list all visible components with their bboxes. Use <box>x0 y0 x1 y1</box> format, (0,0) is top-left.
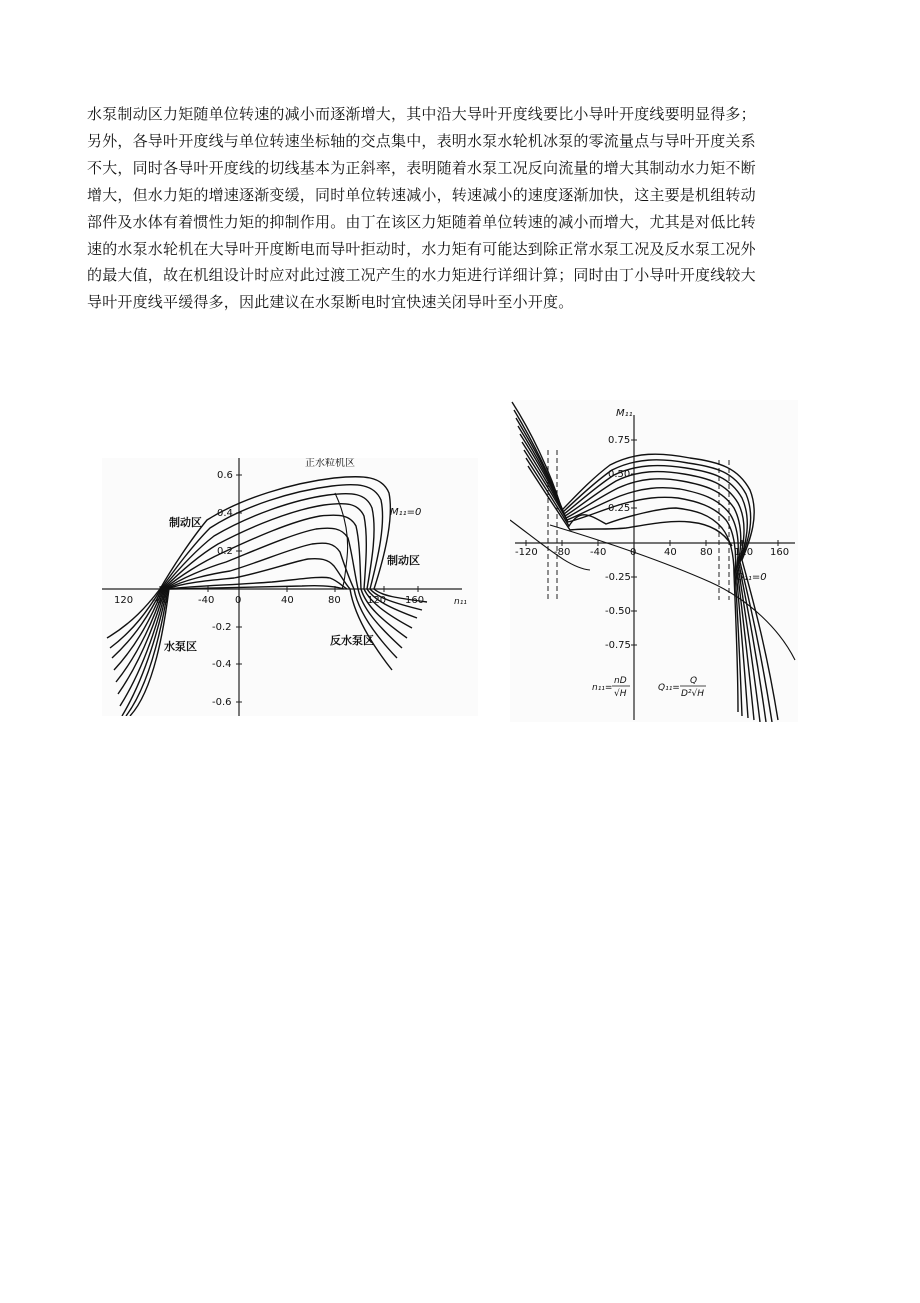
x-tick-label: -40 <box>590 547 607 558</box>
x-tick-label: 0 <box>630 547 637 558</box>
x-tick-label: 160 <box>405 595 425 606</box>
y-tick-label: 0.6 <box>217 470 233 481</box>
moment-characteristic-figure-right <box>510 400 798 722</box>
x-tick-label: 80 <box>700 547 713 558</box>
y-tick-label: 0.75 <box>608 435 631 446</box>
x-tick-label: -60 <box>152 595 169 606</box>
formula-block <box>592 676 706 699</box>
y-tick-label: -0.75 <box>605 640 631 651</box>
y-tick-label: 0.4 <box>217 508 233 519</box>
region-label: M₁₁=0 <box>390 507 422 518</box>
x-axis-label: n₁₁ <box>454 597 467 607</box>
formula-n-label: n₁₁= <box>592 683 613 693</box>
paragraph-line: 另外，各导叶开度线与单位转速坐标轴的交点集中，表明水泵水轮机冰泵的零流量点与导叶开度关系 <box>87 131 756 150</box>
x-tick-label: 40 <box>281 595 294 606</box>
formula-n-denominator: √H <box>614 689 627 699</box>
y-tick-label: 0.50 <box>608 469 631 480</box>
body-paragraph <box>87 101 809 316</box>
paragraph-line: 不大，同时各导叶开度线的切线基本为正斜率，表明随着水泵工况反向流量的增大其制动水力矩不断 <box>87 158 756 177</box>
x-tick-label: 120 <box>734 547 754 558</box>
paragraph-line: 部件及水体有着惯性力矩的抑制作用。由丁在该区力矩随着单位转速的减小而增大，尤其是对低比转 <box>87 212 756 231</box>
formula-q-denominator: D²√H <box>681 689 705 699</box>
x-tick-label: 160 <box>770 547 790 558</box>
x-tick-label: -120 <box>515 547 538 558</box>
y-tick-label: -0.4 <box>212 659 232 670</box>
y-tick-label: -0.50 <box>605 606 631 617</box>
y-tick-label: -0.6 <box>212 697 232 708</box>
x-tick-label: 40 <box>664 547 677 558</box>
paragraph-line: 增大，但水力矩的增速逐渐变缓，同时单位转速减小，转速减小的速度逐渐加快，这主要是机组转动 <box>87 185 756 204</box>
x-tick-label: 120 <box>367 595 387 606</box>
x-tick-label: 80 <box>328 595 341 606</box>
formula-q-numerator: Q <box>690 676 698 686</box>
guide-vane-opening-curves <box>510 402 795 722</box>
y-tick-label: -0.2 <box>212 622 232 633</box>
q-zero-label: Q₁₁=0 <box>736 572 767 583</box>
formula-q-label: Q₁₁= <box>658 683 680 693</box>
region-label: 制动区 <box>169 516 202 529</box>
region-label: 反水泵区 <box>330 634 374 647</box>
paragraph-line: 导叶开度线平缓得多，因此建议在水泵断电时宜快速关闭导叶至小开度。 <box>87 293 574 312</box>
region-label: 制动区 <box>387 554 420 567</box>
region-label: 水泵区 <box>164 640 197 653</box>
paragraph-line: 水泵制动区力矩随单位转速的减小而逐渐增大，其中沿大导叶开度线要比小导叶开度线要明显得多； <box>87 105 756 123</box>
y-axis-label: M₁₁ <box>616 408 633 419</box>
x-tick-label: -80 <box>554 547 571 558</box>
y-tick-label: 0.25 <box>608 503 631 514</box>
x-tick-label: 120 <box>114 595 134 606</box>
moment-characteristic-figure-left <box>102 458 478 716</box>
paragraph-line: 的最大值，故在机组设计时应对此过渡工况产生的水力矩进行详细计算；同时由丁小导叶开度线较大 <box>87 266 756 285</box>
y-tick-label: 0.2 <box>217 546 233 557</box>
x-tick-label: -40 <box>198 595 215 606</box>
formula-n-numerator: nD <box>614 676 627 686</box>
region-label: 正水粒机区 <box>305 458 355 469</box>
y-tick-label: -0.25 <box>605 572 631 583</box>
paragraph-line: 速的水泵水轮机在大导叶开度断电而导叶拒动时，水力矩有可能达到除正常水泵工况及反水泵工况外 <box>87 239 756 258</box>
x-tick-label: 0 <box>235 595 242 606</box>
